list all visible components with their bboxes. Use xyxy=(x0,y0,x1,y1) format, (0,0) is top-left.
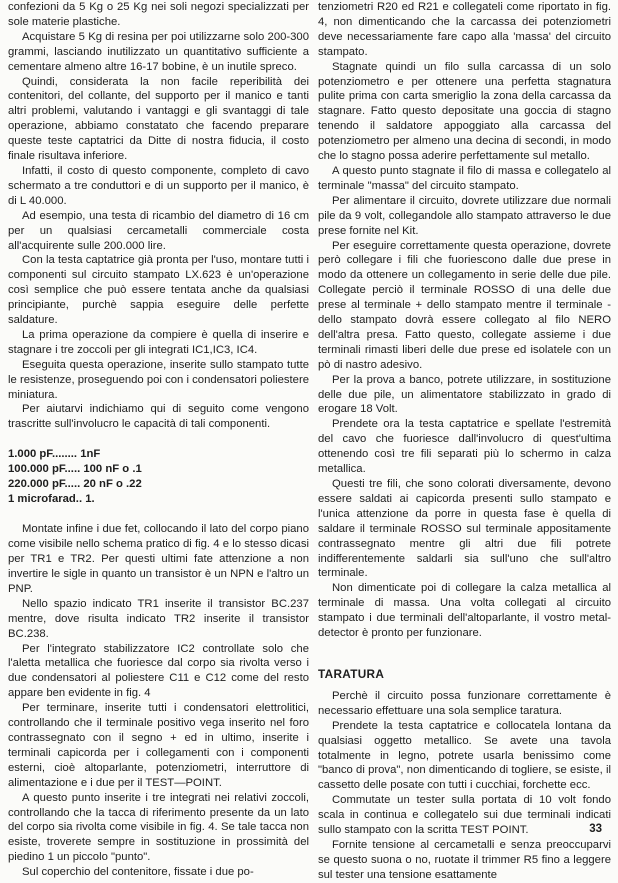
paragraph: Eseguita questa operazione, inserite sullo stampato tutte le resistenze, proseguendo poi con i condensatori poliestere miniatura. xyxy=(8,358,309,401)
paragraph: Stagnate quindi un filo sulla carcassa di un solo potenziometro e per ottenere una perfetta stagnatura pulite prima con carta smeriglio la zona della carcassa da stagnare. Fatto questo depositate una goccia di stagno tenendo il saldatore appoggiato alla carcassa del potenziometro per almeno una decina di secondi, in modo che lo stagno possa aderire perfettamente sul metallo. xyxy=(318,60,611,163)
left-column xyxy=(8,0,309,880)
paragraph: Per terminare, inserite tutti i condensatori elettrolitici, controllando che il terminale positivo vega inserito nel foro contrassegnato con il segno + ed in ultimo, inserite i terminali capicorda per i collegamenti con i componenti esterni, cioè altoparlante, potenziometri, interruttore di alimentazione e i due per il TEST—POINT. xyxy=(8,702,309,789)
paragraph: Per aiutarvi indichiamo qui di seguito come vengono trascritte sull'involucro le capacità di tali componenti. xyxy=(8,403,309,431)
capacitance-examples xyxy=(8,447,309,507)
paragraph: A questo punto stagnate il filo di massa e collegatelo al terminale "massa" del circuito stampato. xyxy=(318,164,611,192)
paragraph: Infatti, il costo di questo componente, completo di cavo schermato a tre conduttori e di un supporto per il manico, è di L 40.000. xyxy=(8,164,309,207)
paragraph: Per alimentare il circuito, dovrete utilizzare due normali pile da 9 volt, collegandole allo stampato attraverso le due prese fornite nel Kit. xyxy=(318,194,611,237)
paragraph: Per l'integrato stabilizzatore IC2 controllate solo che l'aletta metallica che fuoriesce dal corpo sia rivolta verso i due condensatori al poliestere C11 e C12 come del resto appare ben evidente in fig. 4 xyxy=(8,642,309,700)
capacitance-line: 1 microfarad.. 1. xyxy=(8,493,95,506)
capacitance-line: 1.000 pF........ 1nF xyxy=(8,448,101,461)
paragraph: Quindi, considerata la non facile reperibilità dei contenitori, del collante, del supporto per il manico e tanti altri problemi, valutando i vantaggi e gli svantaggi di tale operazione, abbiamo constatato che facendo preparare queste teste captatrici da Ditte di nostra fiducia, il costo finale risultava inferiore. xyxy=(8,75,309,163)
paragraph: confezioni da 5 Kg o 25 Kg nei soli negozi specializzati per sole materie plastiche. xyxy=(8,1,309,28)
page-number: 33 xyxy=(589,823,602,835)
paragraph: Sul coperchio del contenitore, fissate i due po- xyxy=(22,866,254,879)
paragraph: Nello spazio indicato TR1 inserite il transistor BC.237 mentre, dove risulta indicato TR2 inserite il transistor BC.238. xyxy=(8,597,309,640)
paragraph: Per la prova a banco, potrete utilizzare, in sostituzione delle due pile, un alimentatore stabilizzato in grado di erogare 18 Volt. xyxy=(318,373,611,416)
paragraph: Questi tre fili, che sono colorati diversamente, devono essere saldati ai capicorda presenti sullo stampato e l'unica attenzione da porre in questa fase è quella di saldare il terminale ROSSO sul terminale appositamente contrassegnato mentre gli altri due fili potrete indifferentemente saldarli sia sull'uno che sull'altro terminale. xyxy=(318,478,611,580)
paragraph: Prendete ora la testa captatrice e spellate l'estremità del cavo che fuoriesce dall'involucro di quest'ultima ottenendo così tre fili separati più lo schermo in calza metallica. xyxy=(318,418,611,476)
capacitance-line: 220.000 pF..... 20 nF o .22 xyxy=(8,478,142,491)
paragraph: Perchè il circuito possa funzionare correttamente è necessario effettuare una sola semplice taratura. xyxy=(318,689,611,717)
paragraph: La prima operazione da compiere è quella di inserire e stagnare i tre zoccoli per gli integrati IC1,IC3, IC4. xyxy=(8,328,309,356)
paragraph: Commutate un tester sulla portata di 10 volt fondo scala in continua e collegatelo sui due terminali indicati sullo stampato con la scritta TEST POINT. xyxy=(318,794,611,837)
paragraph: Ad esempio, una testa di ricambio del diametro di 16 cm per un qualsiasi cercametalli commerciale costa all'acquirente sulle 200.000 lire. xyxy=(8,209,309,252)
paragraph: Acquistare 5 Kg di resina per poi utilizzarne solo 200-300 grammi, lasciando inutilizzato un quantitativo sufficiente a cementare almeno altre 16-17 bobine, è un inutile spreco. xyxy=(8,30,309,73)
paragraph: Per eseguire correttamente questa operazione, dovrete però collegare i fili che fuoriescono dalle due prese in modo da ottenere un collegamento in serie delle due pile. Collegate perciò il terminale ROSSO di una delle due prese al terminale + dello stampato mentre il terminale - dello stampato dovrà essere collegato al filo NERO dell'altra presa. Fatto questo, collegate assieme i due terminali rimasti liberi delle due prese ed isolatele con un pò di nastro adesivo. xyxy=(318,239,611,371)
paragraph: Prendete la testa captatrice e collocatela lontana da qualsiasi oggetto metallico. Se avete una tavola totalmente in legno, potrete usarla benissimo come "banco di prova", non dimenticando di togliere, se esiste, il cassetto delle posate con tutti i cucchiai, forchette ecc. xyxy=(318,719,611,792)
paragraph: Montate infine i due fet, collocando il lato del corpo piano come visibile nello schema pratico di fig. 4 e lo stesso dicasi per TR1 e TR2. Per questi ultimi fate attenzione a non invertire le sigle in quanto un transistor è un NPN e l'altro un PNP. xyxy=(8,523,309,595)
paragraph: A questo punto inserite i tre integrati nei relativi zoccoli, controllando che la tacca di riferimento presente da un lato del corpo sia rivolta come visibile in fig. 4. Se tale tacca non esiste, troverete sempre in sostituzione in prossimità del piedino 1 un piccolo "punto". xyxy=(8,791,309,864)
right-column xyxy=(318,0,611,883)
section-heading: TARATURA xyxy=(318,666,385,681)
paragraph: Con la testa captatrice già pronta per l'uso, montare tutti i componenti sul circuito stampato LX.623 è un'operazione così semplice che può essere tentata anche da qualsiasi principiante, purchè sappia eseguire delle perfette saldature. xyxy=(8,254,309,327)
paragraph: Fornite tensione al cercametalli e senza preoccuparvi se questo suona o no, ruotate il trimmer R5 fino a leggere sul tester una tensione esattamente xyxy=(318,838,611,881)
paragraph: Non dimenticate poi di collegare la calza metallica al terminale di massa. Una volta collegati al circuito stampato i due terminali dell'altoparlante, il vostro metal-detector è pronto per funzionare. xyxy=(318,582,611,640)
paragraph: tenziometri R20 ed R21 e collegateli come riportato in fig. 4, non dimenticando che la carcassa dei potenziometri deve necessariamente fare capo alla 'massa' del circuito stampato. xyxy=(318,1,611,58)
capacitance-line: 100.000 pF..... 100 nF o .1 xyxy=(8,463,142,476)
